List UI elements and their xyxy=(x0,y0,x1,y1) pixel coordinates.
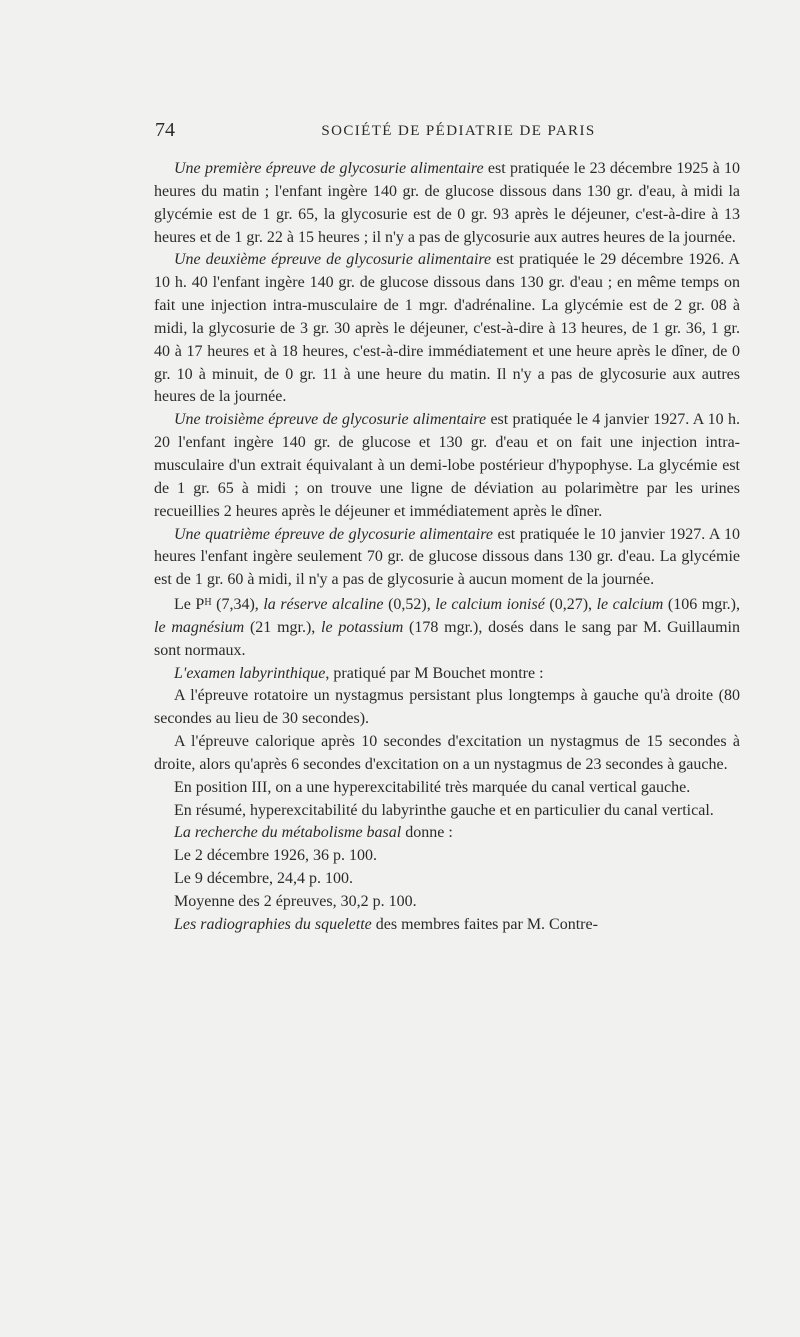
italic-lead: Une troisième épreuve de glycosurie alimentaire xyxy=(174,411,487,429)
paragraph xyxy=(154,731,740,777)
italic-term: le calcium ionisé xyxy=(435,596,545,614)
italic-term: le magnésium xyxy=(154,618,245,636)
italic-term: le calcium xyxy=(596,596,664,614)
page-number: 74 xyxy=(155,119,175,141)
paragraph-text: des membres faites par M. Contre- xyxy=(371,915,598,933)
paragraph xyxy=(154,158,740,249)
paragraph-text: Le 2 décembre 1926, 36 p. 100. xyxy=(174,847,378,865)
running-title: SOCIÉTÉ DE PÉDIATRIE DE PARIS xyxy=(321,123,596,139)
ph-value: (7,34), xyxy=(211,596,264,614)
body-text xyxy=(154,158,740,937)
value-text: (21 mgr.), xyxy=(244,618,322,636)
paragraph-text: En position III, on a une hyperexcitabilité très marquée du canal vertical gauche. xyxy=(174,778,691,796)
italic-term: la réserve alcaline xyxy=(263,596,384,614)
paragraph-text: A l'épreuve rotatoire un nystagmus persistant plus longtemps à gauche qu'à droite (80 secondes au lieu de 30 secondes). xyxy=(154,687,740,728)
paragraph xyxy=(154,868,740,891)
italic-term: le potassium xyxy=(321,618,404,636)
italic-lead: Les radiographies du squelette xyxy=(174,915,372,933)
paragraph xyxy=(154,822,740,845)
italic-lead: Une deuxième épreuve de glycosurie alimentaire xyxy=(174,251,492,269)
italic-lead: La recherche du métabolisme basal xyxy=(174,824,402,842)
paragraph-text: donne : xyxy=(401,824,453,842)
italic-lead: Une quatrième épreuve de glycosurie alimentaire xyxy=(174,525,493,543)
paragraph xyxy=(154,249,740,409)
paragraph-text: est pratiquée le 10 janvier 1927. A 10 heures l'enfant ingère seulement 70 gr. de glucose dissous dans 130 gr. d'eau. La glycémie est de 1 gr. 60 à midi, il n'y a pas de glycosurie à aucun moment de la journée. xyxy=(154,525,740,589)
page-header xyxy=(155,119,740,145)
paragraph-text: est pratiquée le 4 janvier 1927. A 10 h. 20 l'enfant ingère 140 gr. de glucose et 130 gr. d'eau et on fait une injection intra-musculaire d'un extrait équivalant à un demi-lobe postérieur d'hypophyse. La glycémie est de 1 gr. 65 à midi ; on trouve une ligne de déviation au polarimètre par les urines recueillies 2 heures après le déjeuner et immédiatement après le dîner. xyxy=(154,411,740,520)
paragraph-text: Moyenne des 2 épreuves, 30,2 p. 100. xyxy=(174,893,417,910)
value-text: (178 mgr.), dosés dans le sang par M. Guillaumin sont normaux. xyxy=(154,618,740,659)
paragraph xyxy=(154,524,740,593)
ph-label: Le P xyxy=(174,596,205,614)
paragraph xyxy=(154,914,740,937)
italic-lead: Une première épreuve de glycosurie alimentaire xyxy=(174,160,484,177)
paragraph xyxy=(154,685,740,731)
paragraph xyxy=(154,409,740,523)
paragraph-text: , pratiqué par M Bouchet montre : xyxy=(325,664,544,682)
paragraph xyxy=(154,777,740,800)
value-text: (0,27), xyxy=(544,596,597,614)
italic-lead: L'examen labyrinthique xyxy=(174,664,326,682)
paragraph-text: En résumé, hyperexcitabilité du labyrinthe gauche et en particulier du canal vertical. xyxy=(174,801,714,819)
paragraph xyxy=(154,800,740,823)
paragraph xyxy=(154,845,740,868)
value-text: (0,52), xyxy=(383,596,436,614)
paragraph xyxy=(154,891,740,914)
ph-subscript: H xyxy=(204,597,212,609)
paragraph-text: A l'épreuve calorique après 10 secondes d'excitation un nystagmus de 15 secondes à droite, alors qu'après 6 secondes d'excitation on a un nystagmus de 23 secondes à gauche. xyxy=(154,733,740,773)
paragraph-text: Le 9 décembre, 24,4 p. 100. xyxy=(174,870,354,888)
paragraph-text: est pratiquée le 23 décembre 1925 à 10 heures du matin ; l'enfant ingère 140 gr. de glucose dissous dans 130 gr. d'eau, à midi la glycémie est de 1 gr. 65, la glycosurie est de 0 gr. 93 après le déjeuner, c'est-à-dire à 13 heures et de 1 gr. 22 à 15 heures ; il n'y a pas de glycosurie aux autres heures de la journée. xyxy=(154,160,741,246)
paragraph-text: est pratiquée le 29 décembre 1926. A 10 h. 40 l'enfant ingère 140 gr. de glucose dissous dans 130 gr. d'eau ; en même temps on fait une injection intra-musculaire de 1 mgr. d'adrénaline. La glycémie est de 2 gr. 08 à midi, la glycosurie de 3 gr. 30 après le déjeuner, c'est-à-dire à 13 heures, de 1 gr. 36, 1 gr. 40 à 17 heures et à 18 heures, c'est-à-dire immédiatement et une heure après le dîner, de 0 gr. 10 à minuit, de 0 gr. 11 à une heure du matin. Il n'y a pas de glycosurie aux autres heures de la journée. xyxy=(154,251,740,406)
ph-paragraph xyxy=(154,592,740,663)
value-text: (106 mgr.), xyxy=(663,596,740,614)
paragraph xyxy=(154,663,740,686)
